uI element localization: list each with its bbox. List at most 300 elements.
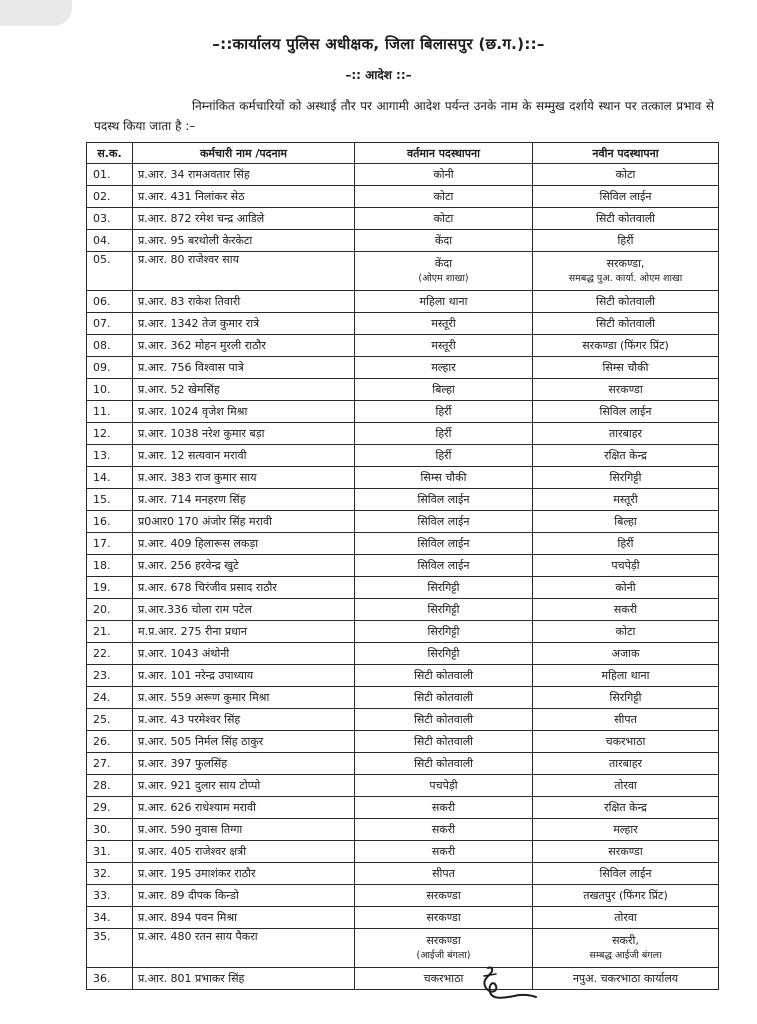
serial-cell — [87, 885, 133, 907]
serial-cell — [87, 968, 133, 990]
serial-cell — [87, 555, 133, 577]
new-posting-cell — [533, 252, 719, 291]
table-row — [87, 445, 719, 467]
employee-name-cell — [133, 313, 355, 335]
new-posting-cell — [533, 489, 719, 511]
serial-cell-text: 10. — [93, 383, 111, 396]
current-posting-cell-text: हिर्री — [435, 427, 452, 440]
new-posting-cell — [533, 467, 719, 489]
new-posting-cell — [533, 291, 719, 313]
table-row — [87, 230, 719, 252]
employee-name-cell — [133, 885, 355, 907]
employee-name-cell — [133, 511, 355, 533]
new-posting-cell-text: सिरगिट्टी — [609, 691, 642, 704]
employee-name-cell-text: म.प्र.आर. 275 रीना प्रधान — [138, 625, 247, 638]
employee-name-cell — [133, 335, 355, 357]
serial-cell-text: 05. — [93, 253, 111, 266]
new-posting-cell-text: सरकण्डा, — [606, 257, 645, 270]
current-posting-cell-text: सकरी — [431, 823, 456, 836]
table-row — [87, 968, 719, 990]
employee-name-cell — [133, 621, 355, 643]
serial-cell — [87, 643, 133, 665]
new-posting-cell-text: तखतपुर (फिंगर प्रिंट) — [583, 889, 668, 902]
current-posting-cell-text: सकरी — [431, 845, 456, 858]
new-posting-cell-text: हिर्री — [617, 537, 634, 550]
current-posting-cell-text: कोनी — [433, 168, 454, 181]
new-posting-cell — [533, 929, 719, 968]
table-header-row — [87, 143, 719, 164]
employee-name-cell-text: प्र.आर. 383 राज कुमार साय — [138, 471, 257, 484]
employee-name-cell-text: प्र.आर. 195 उमाशंकर राठौर — [138, 867, 256, 880]
current-posting-cell-text: सरकण्डा — [426, 911, 461, 924]
current-posting-cell — [355, 186, 533, 208]
new-posting-cell-text: सकरी, — [612, 934, 639, 947]
employee-name-cell — [133, 753, 355, 775]
serial-cell — [87, 230, 133, 252]
current-posting-cell — [355, 709, 533, 731]
employee-name-cell-text: प्र.आर. 362 मोहन मुरली राठौर — [138, 339, 266, 352]
table-body — [87, 164, 719, 990]
current-posting-cell — [355, 643, 533, 665]
serial-cell — [87, 709, 133, 731]
employee-name-cell-text: प्र.आर. 480 रतन साय पैकरा — [138, 930, 258, 943]
current-posting-cell — [355, 775, 533, 797]
current-posting-cell-text: मल्हार — [431, 361, 456, 374]
employee-name-cell — [133, 401, 355, 423]
employee-name-cell — [133, 968, 355, 990]
new-posting-cell-text: मस्तूरी — [613, 493, 638, 506]
current-posting-cell-text: सिरगिट्टी — [427, 625, 460, 638]
new-posting-cell — [533, 577, 719, 599]
employee-name-cell-text: प्र.आर. 626 राधेश्याम मरावी — [138, 801, 256, 814]
current-posting-cell-text: सरकण्डा — [426, 889, 461, 902]
serial-cell-text: 28. — [93, 779, 111, 792]
serial-cell-text: 19. — [93, 581, 111, 594]
current-posting-cell — [355, 313, 533, 335]
new-posting-cell-text: महिला थाना — [601, 669, 650, 682]
serial-cell-text: 04. — [93, 234, 111, 247]
serial-cell — [87, 533, 133, 555]
serial-cell — [87, 357, 133, 379]
employee-name-cell-text: प्र.आर. 1043 अंथोनी — [138, 647, 230, 660]
current-posting-cell-text: महिला थाना — [419, 295, 468, 308]
serial-cell — [87, 907, 133, 929]
current-posting-cell — [355, 489, 533, 511]
table-row — [87, 621, 719, 643]
new-posting-cell — [533, 401, 719, 423]
new-posting-cell-text: सिटी कोतवाली — [595, 212, 655, 225]
new-posting-cell — [533, 357, 719, 379]
new-posting-cell-text: सरकण्डा — [608, 845, 643, 858]
new-posting-cell-subtext: सम्बद्ध आईजी बंगला — [589, 950, 662, 961]
new-posting-cell-text: सकरी — [613, 603, 638, 616]
current-posting-cell — [355, 230, 533, 252]
table-row — [87, 357, 719, 379]
table-row — [87, 665, 719, 687]
current-posting-cell — [355, 841, 533, 863]
current-posting-cell-text: केंदा — [434, 234, 453, 247]
current-posting-cell — [355, 252, 533, 291]
employee-name-cell-text: प्र.आर. 52 खेमसिंह — [138, 383, 220, 396]
table-row — [87, 929, 719, 968]
employee-name-cell — [133, 379, 355, 401]
employee-name-cell — [133, 775, 355, 797]
new-posting-cell — [533, 533, 719, 555]
current-posting-cell-text: मस्तूरी — [431, 339, 456, 352]
employee-name-cell — [133, 599, 355, 621]
table-row — [87, 863, 719, 885]
serial-cell-text: 08. — [93, 339, 111, 352]
employee-name-cell-text: प्र.आर. 80 राजेश्वर साय — [138, 253, 239, 266]
current-posting-cell-text: सिविल लाईन — [417, 515, 470, 528]
new-posting-cell — [533, 687, 719, 709]
current-posting-cell-text: केंदा — [434, 257, 453, 270]
current-posting-cell-text: हिर्री — [435, 405, 452, 418]
serial-cell — [87, 489, 133, 511]
table-row — [87, 643, 719, 665]
new-posting-cell-text: कोटा — [615, 168, 636, 181]
serial-cell — [87, 401, 133, 423]
employee-name-cell-text: प्र.आर. 34 रामअवतार सिंह — [138, 168, 250, 181]
serial-cell — [87, 863, 133, 885]
employee-name-cell — [133, 164, 355, 186]
new-posting-cell — [533, 186, 719, 208]
employee-name-cell-text: प्र.आर. 256 हरवेन्द्र खुटे — [138, 559, 239, 572]
employee-name-cell-text: प्र.आर. 756 विश्वास पात्रे — [138, 361, 244, 374]
new-posting-cell — [533, 313, 719, 335]
new-posting-cell — [533, 709, 719, 731]
new-posting-cell — [533, 753, 719, 775]
table-row — [87, 577, 719, 599]
table-row — [87, 709, 719, 731]
employee-name-cell-text: प्र.आर. 43 परमेश्वर सिंह — [138, 713, 241, 726]
new-posting-cell — [533, 665, 719, 687]
serial-cell-text: 32. — [93, 867, 111, 880]
current-posting-cell-text: सिटी कोतवाली — [413, 669, 473, 682]
employee-name-cell — [133, 907, 355, 929]
new-posting-cell — [533, 423, 719, 445]
new-posting-cell-subtext: समबद्ध पुअ. कार्या. ओएम शाखा — [568, 273, 683, 284]
employee-name-cell-text: प्र.आर. 559 अरूण कुमार मिश्रा — [138, 691, 270, 704]
current-posting-cell — [355, 164, 533, 186]
employee-name-cell — [133, 186, 355, 208]
employee-name-cell — [133, 665, 355, 687]
new-posting-cell — [533, 731, 719, 753]
employee-name-cell — [133, 291, 355, 313]
new-posting-cell-text: अजाक — [611, 647, 640, 660]
serial-cell — [87, 731, 133, 753]
serial-cell-text: 22. — [93, 647, 111, 660]
new-posting-cell-text: सरकण्डा (फिंगर प्रिंट) — [582, 339, 669, 352]
table-row — [87, 313, 719, 335]
employee-name-cell-text: प्र.आर. 678 चिरंजीव प्रसाद राठौर — [138, 581, 277, 594]
serial-cell-text: 16. — [93, 515, 111, 528]
serial-cell — [87, 186, 133, 208]
employee-name-cell — [133, 555, 355, 577]
serial-cell-text: 21. — [93, 625, 111, 638]
new-posting-cell — [533, 775, 719, 797]
serial-cell-text: 25. — [93, 713, 111, 726]
current-posting-cell — [355, 555, 533, 577]
serial-cell — [87, 819, 133, 841]
employee-name-cell — [133, 797, 355, 819]
new-posting-cell-text: तोरवा — [614, 911, 637, 924]
table-row — [87, 401, 719, 423]
serial-cell-text: 35. — [93, 930, 111, 943]
new-posting-cell — [533, 164, 719, 186]
serial-cell-text: 01. — [93, 168, 111, 181]
table-row — [87, 687, 719, 709]
employee-name-cell-text: प्र.आर. 431 निलांकर सेठ — [138, 190, 245, 203]
current-posting-cell-text: चकरभाठा — [423, 972, 464, 985]
current-posting-cell — [355, 621, 533, 643]
current-posting-cell-text: सिम्स चौकी — [420, 471, 467, 484]
new-posting-cell-text: सिविल लाईन — [599, 190, 652, 203]
employee-name-cell — [133, 863, 355, 885]
employee-name-cell-text: प्र.आर.336 चोला राम पटेल — [138, 603, 252, 616]
employee-name-cell — [133, 208, 355, 230]
serial-cell-text: 07. — [93, 317, 111, 330]
current-posting-cell-text: सिटी कोतवाली — [413, 757, 473, 770]
current-posting-cell — [355, 401, 533, 423]
serial-cell — [87, 423, 133, 445]
signature — [470, 962, 540, 1006]
employee-name-cell-text: प्र.आर. 921 दुलार साय टोप्पो — [138, 779, 261, 792]
current-posting-cell — [355, 379, 533, 401]
employee-name-cell-text: प्र.आर. 409 हिलारूस लकड़ा — [138, 537, 259, 550]
current-posting-cell-text: सीपत — [432, 867, 455, 880]
table-row — [87, 907, 719, 929]
table-row — [87, 841, 719, 863]
employee-name-cell — [133, 230, 355, 252]
header-employee-name: कर्मचारी नाम /पदनाम — [133, 143, 355, 164]
table-row — [87, 533, 719, 555]
new-posting-cell-text: सिटी कोतवाली — [595, 317, 655, 330]
new-posting-cell-text: कोटा — [615, 625, 636, 638]
employee-name-cell — [133, 445, 355, 467]
serial-cell — [87, 208, 133, 230]
serial-cell-text: 06. — [93, 295, 111, 308]
new-posting-cell-text: तारबाहर — [608, 427, 643, 440]
new-posting-cell — [533, 599, 719, 621]
serial-cell-text: 15. — [93, 493, 111, 506]
serial-cell-text: 27. — [93, 757, 111, 770]
employee-name-cell-text: प्र.आर. 590 नुवास तिग्गा — [138, 823, 243, 836]
current-posting-cell-subtext: (आईजी बंगला) — [416, 950, 471, 961]
current-posting-cell-text: सिरगिट्टी — [427, 603, 460, 616]
current-posting-cell — [355, 885, 533, 907]
employee-name-cell — [133, 819, 355, 841]
serial-cell — [87, 291, 133, 313]
table-row — [87, 489, 719, 511]
current-posting-cell-text: सिविल लाईन — [417, 493, 470, 506]
serial-cell — [87, 335, 133, 357]
header-serial: स.क. — [87, 143, 133, 164]
table-row — [87, 731, 719, 753]
employee-name-cell-text: प्र.आर. 801 प्रभाकर सिंह — [138, 972, 245, 985]
employee-name-cell — [133, 687, 355, 709]
serial-cell-text: 24. — [93, 691, 111, 704]
new-posting-cell-text: रक्षित केन्द्र — [604, 801, 647, 814]
serial-cell — [87, 252, 133, 291]
serial-cell — [87, 599, 133, 621]
table-row — [87, 208, 719, 230]
new-posting-cell — [533, 335, 719, 357]
office-title: –::कार्यालय पुलिस अधीक्षक, जिला बिलासपुर (छ.ग.)::– — [212, 35, 545, 53]
new-posting-cell — [533, 863, 719, 885]
employee-name-cell-text: प्र.आर. 405 राजेश्वर क्षत्री — [138, 845, 247, 858]
employee-name-cell-text: प्र.आर. 12 सत्यवान मरावी — [138, 449, 247, 462]
table-row — [87, 819, 719, 841]
employee-name-cell — [133, 643, 355, 665]
new-posting-cell — [533, 230, 719, 252]
employee-name-cell-text: प्र0आर0 170 अंजोर सिंह मरावी — [138, 515, 272, 528]
serial-cell-text: 14. — [93, 471, 111, 484]
new-posting-cell-text: सिविल लाईन — [599, 867, 652, 880]
new-posting-cell-text: नपुअ. चकरभाठा कार्यालय — [572, 972, 679, 985]
serial-cell — [87, 665, 133, 687]
current-posting-cell-text: सरकण्डा — [426, 934, 461, 947]
current-posting-cell — [355, 445, 533, 467]
employee-name-cell — [133, 709, 355, 731]
table-row — [87, 335, 719, 357]
serial-cell — [87, 164, 133, 186]
new-posting-cell-text: तोरवा — [614, 779, 637, 792]
employee-name-cell-text: प्र.आर. 714 मनहरण सिंह — [138, 493, 246, 506]
new-posting-cell-text: कोनी — [615, 581, 636, 594]
employee-name-cell-text: प्र.आर. 1024 वृजेश मिश्रा — [138, 405, 248, 418]
new-posting-cell-text: चकरभाठा — [605, 735, 646, 748]
current-posting-cell-text: सिटी कोतवाली — [413, 691, 473, 704]
employee-name-cell — [133, 929, 355, 968]
current-posting-cell — [355, 357, 533, 379]
current-posting-cell — [355, 467, 533, 489]
current-posting-cell-text: मस्तूरी — [431, 317, 456, 330]
page-corner-shadow — [0, 0, 72, 26]
new-posting-cell — [533, 841, 719, 863]
serial-cell — [87, 687, 133, 709]
header-new-posting: नवीन पदस्थापना — [533, 143, 719, 164]
current-posting-cell-text: कोटा — [433, 212, 454, 225]
current-posting-cell-text: हिर्री — [435, 449, 452, 462]
serial-cell-text: 23. — [93, 669, 111, 682]
employee-name-cell-text: प्र.आर. 83 राकेश तिवारी — [138, 295, 241, 308]
current-posting-cell — [355, 577, 533, 599]
current-posting-cell — [355, 665, 533, 687]
serial-cell — [87, 511, 133, 533]
table-row — [87, 164, 719, 186]
header-current-posting: वर्तमान पदस्थापना — [355, 143, 533, 164]
serial-cell — [87, 445, 133, 467]
table-row — [87, 186, 719, 208]
new-posting-cell-text: सिविल लाईन — [599, 405, 652, 418]
table-row — [87, 423, 719, 445]
new-posting-cell — [533, 643, 719, 665]
serial-cell-text: 12. — [93, 427, 111, 440]
current-posting-cell-text: पचपेड़ी — [429, 779, 458, 792]
serial-cell — [87, 313, 133, 335]
current-posting-cell-text: सकरी — [431, 801, 456, 814]
current-posting-cell — [355, 907, 533, 929]
transfer-table — [86, 142, 719, 990]
serial-cell-text: 11. — [93, 405, 111, 418]
serial-cell-text: 20. — [93, 603, 111, 616]
table-row — [87, 775, 719, 797]
current-posting-cell — [355, 599, 533, 621]
serial-cell-text: 29. — [93, 801, 111, 814]
new-posting-cell — [533, 797, 719, 819]
employee-name-cell-text: प्र.आर. 397 फुलसिंह — [138, 757, 228, 770]
serial-cell-text: 30. — [93, 823, 111, 836]
employee-name-cell — [133, 489, 355, 511]
table-row — [87, 379, 719, 401]
new-posting-cell — [533, 968, 719, 990]
new-posting-cell-text: हिर्री — [617, 234, 634, 247]
serial-cell — [87, 577, 133, 599]
new-posting-cell — [533, 907, 719, 929]
current-posting-cell — [355, 731, 533, 753]
current-posting-cell-text: सिटी कोतवाली — [413, 735, 473, 748]
current-posting-cell — [355, 863, 533, 885]
employee-name-cell-text: प्र.आर. 894 पवन मिश्रा — [138, 911, 238, 924]
new-posting-cell-text: तारबाहर — [608, 757, 643, 770]
serial-cell-text: 31. — [93, 845, 111, 858]
serial-cell — [87, 379, 133, 401]
current-posting-cell-text: सिरगिट्टी — [427, 581, 460, 594]
current-posting-cell — [355, 753, 533, 775]
serial-cell — [87, 621, 133, 643]
serial-cell-text: 09. — [93, 361, 111, 374]
serial-cell — [87, 929, 133, 968]
employee-name-cell-text: प्र.आर. 101 नरेन्द्र उपाध्याय — [138, 669, 254, 682]
new-posting-cell-text: रक्षित केन्द्र — [604, 449, 647, 462]
current-posting-cell-text: सिटी कोतवाली — [413, 713, 473, 726]
new-posting-cell-text: पचपेड़ी — [611, 559, 640, 572]
current-posting-cell-text: सिरगिट्टी — [427, 647, 460, 660]
serial-cell-text: 33. — [93, 889, 111, 902]
employee-name-cell — [133, 577, 355, 599]
employee-name-cell-text: प्र.आर. 505 निर्मल सिंह ठाकुर — [138, 735, 264, 748]
new-posting-cell-text: सीपत — [614, 713, 637, 726]
current-posting-cell — [355, 291, 533, 313]
new-posting-cell — [533, 445, 719, 467]
current-posting-cell-text: बिल्हा — [432, 383, 455, 396]
order-heading: –:: आदेश ::– — [345, 68, 412, 82]
table-row — [87, 753, 719, 775]
current-posting-cell-text: सिविल लाईन — [417, 559, 470, 572]
table-row — [87, 252, 719, 291]
serial-cell-text: 03. — [93, 212, 111, 225]
serial-cell-text: 34. — [93, 911, 111, 924]
current-posting-cell — [355, 797, 533, 819]
intro-paragraph: निम्नांकित कर्मचारियों को अस्थाई तौर पर आगामी आदेश पर्यन्त उनके नाम के सम्मुख दर्शाये स्थान पर तत्काल प्रभाव से पदस्थ किया जाता है :– — [94, 99, 714, 133]
current-posting-cell-subtext: (ओएम शाखा) — [418, 273, 469, 284]
current-posting-cell — [355, 819, 533, 841]
table-row — [87, 291, 719, 313]
serial-cell — [87, 841, 133, 863]
current-posting-cell — [355, 511, 533, 533]
current-posting-cell — [355, 208, 533, 230]
current-posting-cell — [355, 687, 533, 709]
new-posting-cell — [533, 819, 719, 841]
new-posting-cell — [533, 885, 719, 907]
employee-name-cell — [133, 252, 355, 291]
new-posting-cell — [533, 511, 719, 533]
employee-name-cell — [133, 357, 355, 379]
employee-name-cell — [133, 533, 355, 555]
table-row — [87, 599, 719, 621]
serial-cell-text: 02. — [93, 190, 111, 203]
